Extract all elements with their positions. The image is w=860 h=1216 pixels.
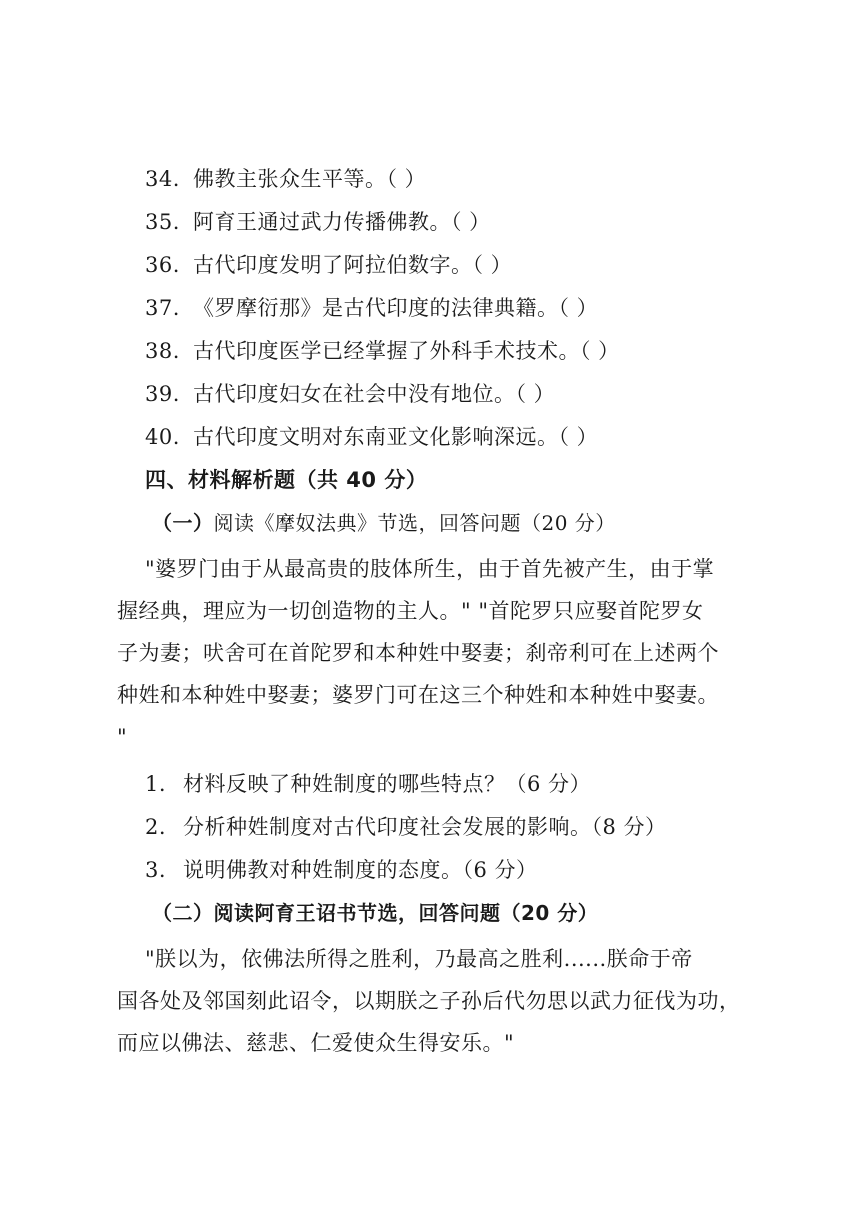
item-text: 古代印度医学已经掌握了外科手术技术。（ ） xyxy=(193,339,620,363)
material1-line-2: 握经典，理应为一切创造物的主人。" "首陀罗只应娶首陀罗女 xyxy=(117,599,704,623)
question-2 xyxy=(145,813,667,841)
question-number: 1. xyxy=(145,772,167,796)
judgement-item-40 xyxy=(145,423,598,451)
section2-title: （二）阅读阿育王诏书节选，回答问题（20 分） xyxy=(152,901,599,925)
judgement-item-36 xyxy=(145,251,512,279)
question-number: 3. xyxy=(145,858,167,882)
question-text: 说明佛教对种姓制度的态度。（6 分） xyxy=(183,858,538,882)
part4-heading: 四、材料解析题（共 40 分） xyxy=(145,468,428,492)
material2-line-3: 而应以佛法、慈悲、仁爱使众生得安乐。" xyxy=(117,1031,515,1055)
judgement-item-39 xyxy=(145,380,555,408)
material1-line-1: "婆罗门由于从最高贵的肢体所生，由于首先被产生，由于掌 xyxy=(145,557,715,581)
item-text: 佛教主张众生平等。（ ） xyxy=(193,167,427,191)
material2-line-2: 国各处及邻国刻此诏令，以期朕之子孙后代勿思以武力征伐为功， xyxy=(117,989,741,1013)
question-text: 材料反映了种姓制度的哪些特点？（6 分） xyxy=(183,772,592,796)
item-number: 37. xyxy=(145,296,180,320)
judgement-item-34 xyxy=(145,165,426,193)
material1-line-4: 种姓和本种姓中娶妻；婆罗门可在这三个种姓和本种姓中娶妻。 xyxy=(117,683,719,707)
question-3 xyxy=(145,856,538,884)
item-number: 39. xyxy=(145,382,180,406)
item-text: 《罗摩衍那》是古代印度的法律典籍。（ ） xyxy=(193,296,599,320)
material2-line-1: "朕以为，依佛法所得之胜利，乃最高之胜利......朕命于帝 xyxy=(145,947,693,971)
question-1 xyxy=(145,770,591,798)
item-text: 古代印度发明了阿拉伯数字。（ ） xyxy=(193,253,513,277)
item-number: 38. xyxy=(145,339,180,363)
item-number: 35. xyxy=(145,210,180,234)
item-number: 36. xyxy=(145,253,180,277)
item-text: 古代印度妇女在社会中没有地位。（ ） xyxy=(193,382,556,406)
judgement-item-37 xyxy=(145,294,598,322)
item-text: 古代印度文明对东南亚文化影响深远。（ ） xyxy=(193,425,599,449)
question-text: 分析种姓制度对古代印度社会发展的影响。（8 分） xyxy=(183,815,667,839)
material1-line-5: " xyxy=(117,725,128,749)
judgement-item-35 xyxy=(145,208,491,236)
section1-title xyxy=(152,509,616,537)
judgement-item-38 xyxy=(145,337,620,365)
question-number: 2. xyxy=(145,815,167,839)
item-number: 40. xyxy=(145,425,180,449)
item-text: 阿育王通过武力传播佛教。（ ） xyxy=(193,210,491,234)
item-number: 34. xyxy=(145,167,180,191)
material1-line-3: 子为妻；吠舍可在首陀罗和本种姓中娶妻；刹帝利可在上述两个 xyxy=(117,641,719,665)
section1-title-prefix: （一） xyxy=(152,511,214,535)
section1-title-text: 阅读《摩奴法典》节选，回答问题（20 分） xyxy=(213,511,616,535)
